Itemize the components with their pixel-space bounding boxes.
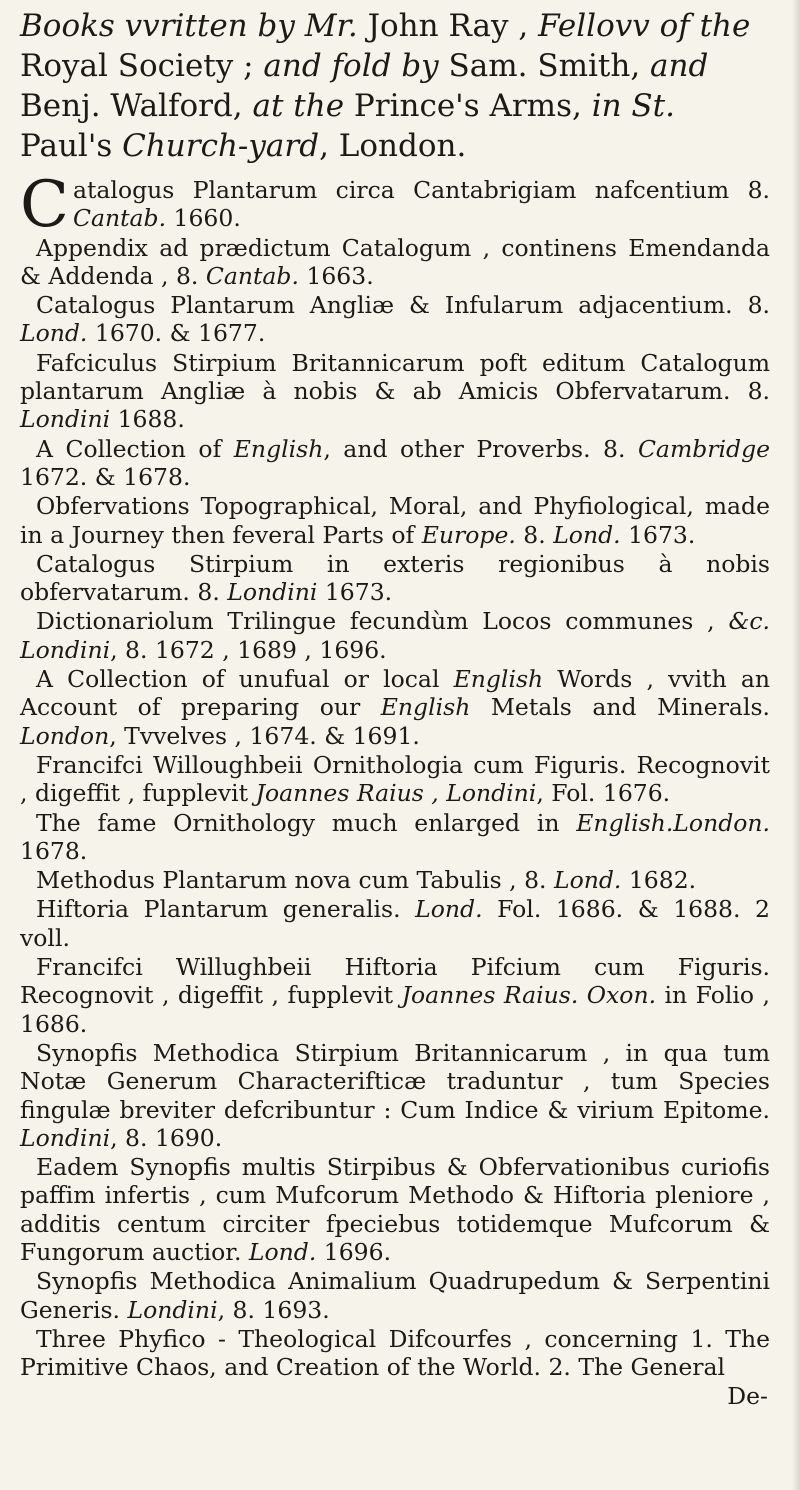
entry-text: Hiftoria Plantarum generalis. xyxy=(36,895,416,924)
entry-italic: Lond. xyxy=(553,520,621,549)
entry-italic: Lond. xyxy=(415,895,483,924)
entry-italic: Lond. xyxy=(248,1237,317,1266)
entry-italic: English xyxy=(453,665,544,694)
entry-italic: Cambridge xyxy=(637,434,771,463)
entry-italic: Londini xyxy=(127,1295,218,1324)
entry-italic: Londini xyxy=(227,578,318,607)
entry-text: Metals and Minerals. xyxy=(470,693,770,722)
header-text: Mr. xyxy=(304,8,358,44)
entry-text: 1660. xyxy=(166,204,241,233)
header-text: , London. xyxy=(319,128,467,164)
header-text: and xyxy=(650,48,709,84)
entry-text: Methodus Plantarum nova cum Tabulis , 8. xyxy=(36,866,554,895)
book-list xyxy=(20,168,771,1411)
header-text: Sam. Smith, xyxy=(438,48,651,84)
entry-italic: Lond. xyxy=(20,319,88,348)
entry-text: Three Phyfico - Theological Difcourfes , concerning 1. The Primitive Chaos, and Creation of the World. 2. The General xyxy=(20,1324,770,1382)
entry-text: , Fol. 1676. xyxy=(536,779,671,808)
header-text: and fold by xyxy=(263,48,439,84)
header-text: Books xyxy=(20,8,115,44)
entry-italic: Londini xyxy=(20,405,111,434)
entry-italic: English xyxy=(380,693,471,722)
entry-text: Obfervations Topographical, Moral, and Phyfiological, made in a Journey then feveral Parts of xyxy=(20,492,770,549)
entry-text: , and other Proverbs. 8. xyxy=(323,434,638,463)
header-text: Benj. Walford, xyxy=(20,88,253,124)
book-entry xyxy=(20,1039,770,1152)
entry-text: 1673. xyxy=(620,520,696,549)
book-entry xyxy=(20,809,770,866)
header-text: Prince's Arms, xyxy=(344,88,592,124)
book-entry xyxy=(20,168,770,242)
entry-text: 1672. & 1678. xyxy=(20,462,191,491)
book-entry xyxy=(20,866,770,894)
header-text: Fellovv of the xyxy=(538,8,751,44)
entry-text: Appendix ad prædictum Catalogum , continens Emendanda & Addenda , 8. xyxy=(20,233,770,290)
book-entry xyxy=(20,435,770,492)
entry-text: 1663. xyxy=(298,261,374,290)
header-text: John Ray , xyxy=(357,8,539,44)
entry-italic: Lond. xyxy=(553,866,622,895)
book-entry xyxy=(20,665,770,750)
entry-text: 1678. xyxy=(20,836,88,865)
book-entry xyxy=(20,895,770,952)
entry-text: Synopfis Methodica Stirpium Britannicarum , in qua tum Notæ Generum Characterifticæ traduntur , tum Species fingulæ breviter defcribuntur : Cum Indice & virium Epitome. xyxy=(20,1038,770,1124)
book-entry xyxy=(20,1267,770,1324)
entry-text: Eadem Synopfis multis Stirpibus & Obfervationibus curiofis paffim infertis , cum Mufcorum Methodo & Hiftoria pleniore , additis centum circiter fpeciebus totidemque Mufcorum & Fungorum auctior. xyxy=(20,1153,770,1266)
entry-italic: &c. Londini xyxy=(20,607,770,664)
entry-italic: Cantab. xyxy=(72,204,167,233)
entry-italic: Cantab. xyxy=(205,261,299,290)
book-entry xyxy=(20,607,770,664)
entry-text: , Tvvelves , 1674. & 1691. xyxy=(109,721,420,750)
entry-text: Catalogus Stirpium in exteris regionibus à nobis obfervatarum. 8. xyxy=(20,549,770,607)
entry-italic: London xyxy=(20,721,110,750)
entry-text: Catalogus Plantarum Angliæ & Infularum adjacentium. 8. xyxy=(36,291,770,320)
entry-text: Synopfis Methodica Animalium Quadrupedum & Serpentini Generis. xyxy=(20,1267,770,1324)
header-text: Paul's xyxy=(20,128,123,164)
entry-text: , 8. 1690. xyxy=(110,1123,223,1152)
header-text: Church-yard xyxy=(122,128,320,164)
entry-italic: English.London. xyxy=(576,808,770,837)
entry-text: , 8. 1693. xyxy=(217,1295,330,1324)
entry-italic: English xyxy=(233,434,324,463)
entry-text: A Collection of xyxy=(36,434,234,463)
page-header xyxy=(20,6,770,166)
entry-text: Fafciculus Stirpium Britannicarum poft editum Catalogum plantarum Angliæ à nobis & ab Amicis Obfervatarum. 8. xyxy=(20,348,770,406)
entry-text: 1688. xyxy=(110,405,185,434)
entry-text: in Folio , 1686. xyxy=(20,981,770,1038)
entry-text: Francifci Willoughbeii Ornithologia cum Figuris. Recognovit , digeffit , fupplevit xyxy=(20,750,770,808)
book-entry xyxy=(20,234,770,291)
drop-cap: C xyxy=(20,168,69,242)
book-entry xyxy=(20,492,770,549)
book-entry xyxy=(20,349,770,434)
header-text: in St. xyxy=(591,88,675,124)
entry-text: Fol. 1686. & 1688. 2 voll. xyxy=(20,895,770,952)
entry-text: Francifci Willughbeii Hiftoria Pifcium cum Figuris. Recognovit , digeffit , fupplevit xyxy=(20,953,770,1010)
entry-text: 8. xyxy=(515,520,554,549)
entry-text: The fame Ornithology much enlarged in xyxy=(36,808,577,837)
entry-text: Words , vvith an Account of preparing our xyxy=(20,665,770,722)
book-entry xyxy=(20,1325,770,1382)
book-entry xyxy=(20,291,770,348)
entry-text: 1673. xyxy=(317,578,393,607)
book-entry xyxy=(20,1153,770,1266)
header-text: Royal Society ; xyxy=(20,48,264,84)
entry-text: 1696. xyxy=(316,1237,392,1266)
entry-text: 1670. & 1677. xyxy=(87,319,266,348)
entry-italic: Londini xyxy=(20,1123,111,1152)
entry-text: A Collection of unufual or local xyxy=(36,665,454,694)
entry-text: 1682. xyxy=(621,866,697,895)
catchword: De- xyxy=(727,1382,768,1411)
book-entry xyxy=(20,751,770,808)
entry-text: Dictionariolum Trilingue fecundùm Locos communes , xyxy=(36,607,729,636)
book-entry xyxy=(20,550,770,607)
header-text: at the xyxy=(252,88,345,124)
entry-italic: Joannes Raius , Londini xyxy=(255,779,537,808)
entry-italic: Europe. xyxy=(421,520,516,549)
entry-text: atalogus Plantarum circa Cantabrigiam nafcentium 8. xyxy=(72,176,770,204)
header-text: vvritten by xyxy=(114,8,305,44)
entry-text: , 8. 1672 , 1689 , 1696. xyxy=(110,635,387,664)
entry-italic: Joannes Raius. Oxon. xyxy=(401,981,657,1010)
book-entry xyxy=(20,953,770,1038)
